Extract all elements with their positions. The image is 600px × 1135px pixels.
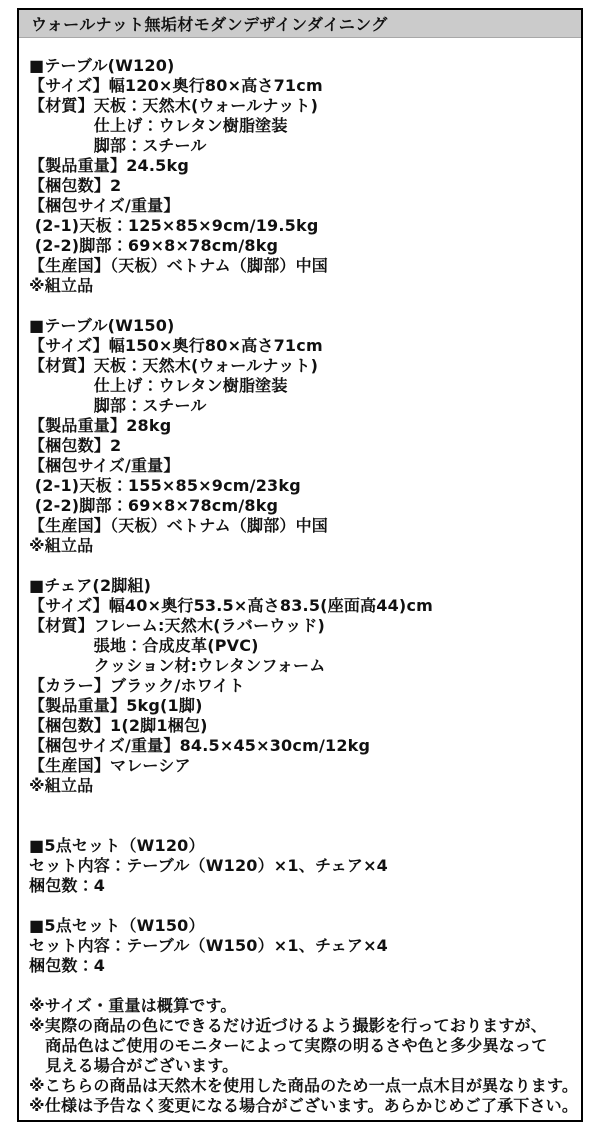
spec-line: 【材質】天板：天然木(ウォールナット) <box>29 356 319 375</box>
spec-line: 見える場合がございます。 <box>29 1056 239 1075</box>
section-chair <box>29 576 575 796</box>
section-lines <box>29 856 575 896</box>
spec-line: ※仕様は予告なく変更になる場合がございます。あらかじめご了承下さい。 <box>29 1096 579 1115</box>
spec-line: 【梱包数】2 <box>29 436 122 455</box>
section-lines <box>29 336 575 556</box>
spec-line: 【サイズ】幅40×奥行53.5×高さ83.5(座面高44)cm <box>29 596 433 615</box>
section-heading: ■チェア(2脚組) <box>29 576 152 595</box>
section-table-w150 <box>29 316 575 556</box>
spec-line: 【製品重量】28kg <box>29 416 172 435</box>
spec-line: 【生産国】マレーシア <box>29 756 191 775</box>
section-heading: ■5点セット（W150） <box>29 916 205 935</box>
section-table-w120 <box>29 56 575 296</box>
section-lines <box>29 76 575 296</box>
spec-line: 【材質】フレーム:天然木(ラバーウッド) <box>29 616 326 635</box>
spec-line: 脚部：スチール <box>29 396 207 415</box>
spec-line: ※組立品 <box>29 776 94 795</box>
spec-line: 梱包数：4 <box>29 876 106 895</box>
spec-line: セット内容：テーブル（W120）×1、チェア×4 <box>29 856 389 875</box>
spec-line: 仕上げ：ウレタン樹脂塗装 <box>29 116 288 135</box>
spec-line: (2-2)脚部：69×8×78cm/8kg <box>29 496 279 515</box>
spec-line: 梱包数：4 <box>29 956 106 975</box>
section-heading: ■テーブル(W120) <box>29 56 175 75</box>
section-set-w120 <box>29 836 575 896</box>
section-notes <box>29 996 579 1116</box>
spec-line: 【サイズ】幅150×奥行80×高さ71cm <box>29 336 323 355</box>
spec-line: 【梱包サイズ/重量】 <box>29 456 180 475</box>
section-heading: ■5点セット（W120） <box>29 836 205 855</box>
spec-line: 【材質】天板：天然木(ウォールナット) <box>29 96 319 115</box>
spec-line: 【生産国】（天板）ベトナム（脚部）中国 <box>29 516 329 535</box>
spec-line: (2-1)天板：155×85×9cm/23kg <box>29 476 301 495</box>
spec-line: (2-2)脚部：69×8×78cm/8kg <box>29 236 279 255</box>
section-heading: ■テーブル(W150) <box>29 316 175 335</box>
spec-line: 【梱包数】2 <box>29 176 122 195</box>
spec-line: 【サイズ】幅120×奥行80×高さ71cm <box>29 76 323 95</box>
spec-line: ※組立品 <box>29 276 94 295</box>
product-spec-sheet <box>17 8 583 1122</box>
spec-line: 【生産国】（天板）ベトナム（脚部）中国 <box>29 256 329 275</box>
spec-line: ※こちらの商品は天然木を使用した商品のため一点一点木目が異なります。 <box>29 1076 579 1095</box>
spec-line: ※組立品 <box>29 536 94 555</box>
spec-line: 脚部：スチール <box>29 136 207 155</box>
spec-line: 仕上げ：ウレタン樹脂塗装 <box>29 376 288 395</box>
product-title: ウォールナット無垢材モダンデザインダイニング <box>31 15 388 34</box>
spec-line: 【製品重量】5kg(1脚) <box>29 696 203 715</box>
spec-line: 【梱包数】1(2脚1梱包) <box>29 716 208 735</box>
spec-line: 張地：合成皮革(PVC) <box>29 636 259 655</box>
spec-line: クッション材:ウレタンフォーム <box>29 656 326 675</box>
spec-line: 【梱包サイズ/重量】 <box>29 196 180 215</box>
spec-content <box>19 38 581 1116</box>
spec-line: 商品色はご使用のモニターによって実際の明るさや色と多少異なって <box>29 1036 548 1055</box>
spec-sheet-header <box>19 10 581 38</box>
section-lines <box>29 596 575 796</box>
spec-line: ※サイズ・重量は概算です。 <box>29 996 237 1015</box>
section-lines <box>29 936 575 976</box>
spec-line: 【カラー】ブラック/ホワイト <box>29 676 245 695</box>
spec-line: セット内容：テーブル（W150）×1、チェア×4 <box>29 936 389 955</box>
section-set-w150 <box>29 916 575 976</box>
spec-line: (2-1)天板：125×85×9cm/19.5kg <box>29 216 319 235</box>
section-lines <box>29 996 579 1116</box>
spec-line: 【梱包サイズ/重量】84.5×45×30cm/12kg <box>29 736 371 755</box>
spec-line: 【製品重量】24.5kg <box>29 156 189 175</box>
spec-line: ※実際の商品の色にできるだけ近づけるよう撮影を行っておりますが、 <box>29 1016 547 1035</box>
